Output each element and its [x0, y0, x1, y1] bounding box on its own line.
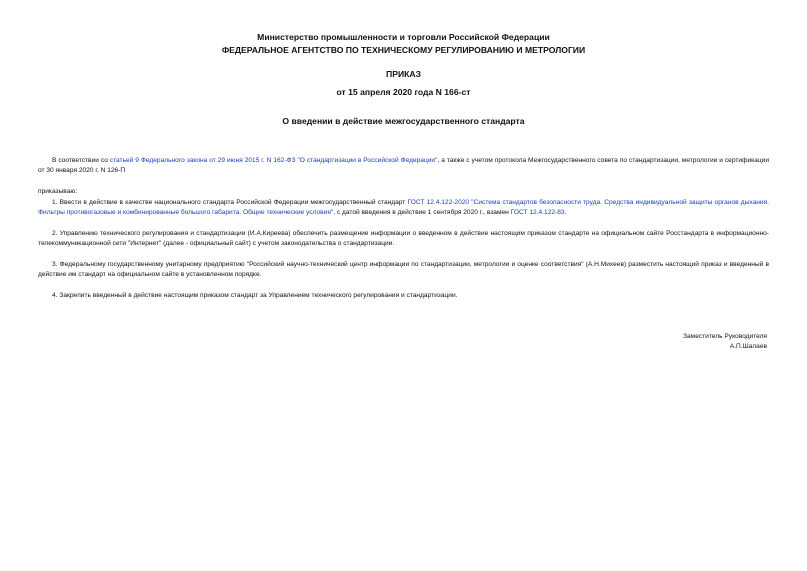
item-3-paragraph: 3. Федеральному государственному унитарному предприятию "Российский научно-технический центр информации по стандартизации, метрологии и оценке соответствия" (А.Н.Михеев) разместить настоящий приказ и введенный в действие им стандарт на официальном сайте в установленном порядке. — [38, 261, 769, 279]
signatory-name: А.П.Шалаев — [729, 343, 767, 350]
gost-2020-link[interactable]: ГОСТ 12.4.122-2020 "Система стандартов безопасности труда. Средства индивидуальной защиты органов дыхания. Фильтры противогазовые и комбинированные большого габарита. Общие технические условия" — [38, 199, 770, 217]
document-date-number: от 15 апреля 2020 года N 166-ст — [336, 87, 471, 97]
preamble-text-1: В соответствии со — [52, 157, 110, 164]
preamble-text-2: , а также с учетом протокола Межгосударственного совета по стандартизации, метрологии и сертификации от 30 января 2020 г. N 126-П — [38, 157, 769, 175]
agency-name: ФЕДЕРАЛЬНОЕ АГЕНТСТВО ПО ТЕХНИЧЕСКОМУ РЕГУЛИРОВАНИЮ И МЕТРОЛОГИИ — [221, 45, 586, 55]
document-type: ПРИКАЗ — [386, 69, 421, 79]
item-1-text-1: 1. Ввести в действие в качестве национального стандарта Российской Федерации межгосударственный стандарт — [52, 199, 408, 206]
signatory-position: Заместитель Руководителя — [683, 333, 767, 340]
item-1-text-3: . — [564, 209, 567, 217]
ministry-name: Министерство промышленности и торговли Российской Федерации — [257, 32, 550, 42]
order-word: приказываю: — [38, 188, 78, 195]
item-1-text-2: , с датой введения в действие 1 сентября 2020 г., взамен — [333, 209, 511, 217]
gost-83-link[interactable]: ГОСТ 12.4.122-83 — [510, 209, 565, 217]
document-title: О введении в действие межгосударственного стандарта — [282, 116, 525, 126]
item-1-paragraph — [38, 198, 769, 219]
federal-law-link[interactable]: статьей 9 Федерального закона от 29 июня 2015 г. N 162-ФЗ "О стандартизации в Российской Федерации" — [109, 157, 438, 164]
item-2-paragraph: 2. Управлению технического регулирования и стандартизации (И.А.Киреева) обеспечить размещение информации о введенном в действие настоящим приказом стандарте на официальном сайте Росстандарта в информационно-телекоммуникационной сети "Интернет" (далее - официальный сайт) с учетом законодательства о стандартизации. — [38, 230, 769, 248]
preamble-paragraph — [38, 156, 769, 177]
item-4-paragraph: 4. Закрепить введенный в действие настоящим приказом стандарт за Управлением технического регулирования и стандартизации. — [52, 292, 458, 299]
